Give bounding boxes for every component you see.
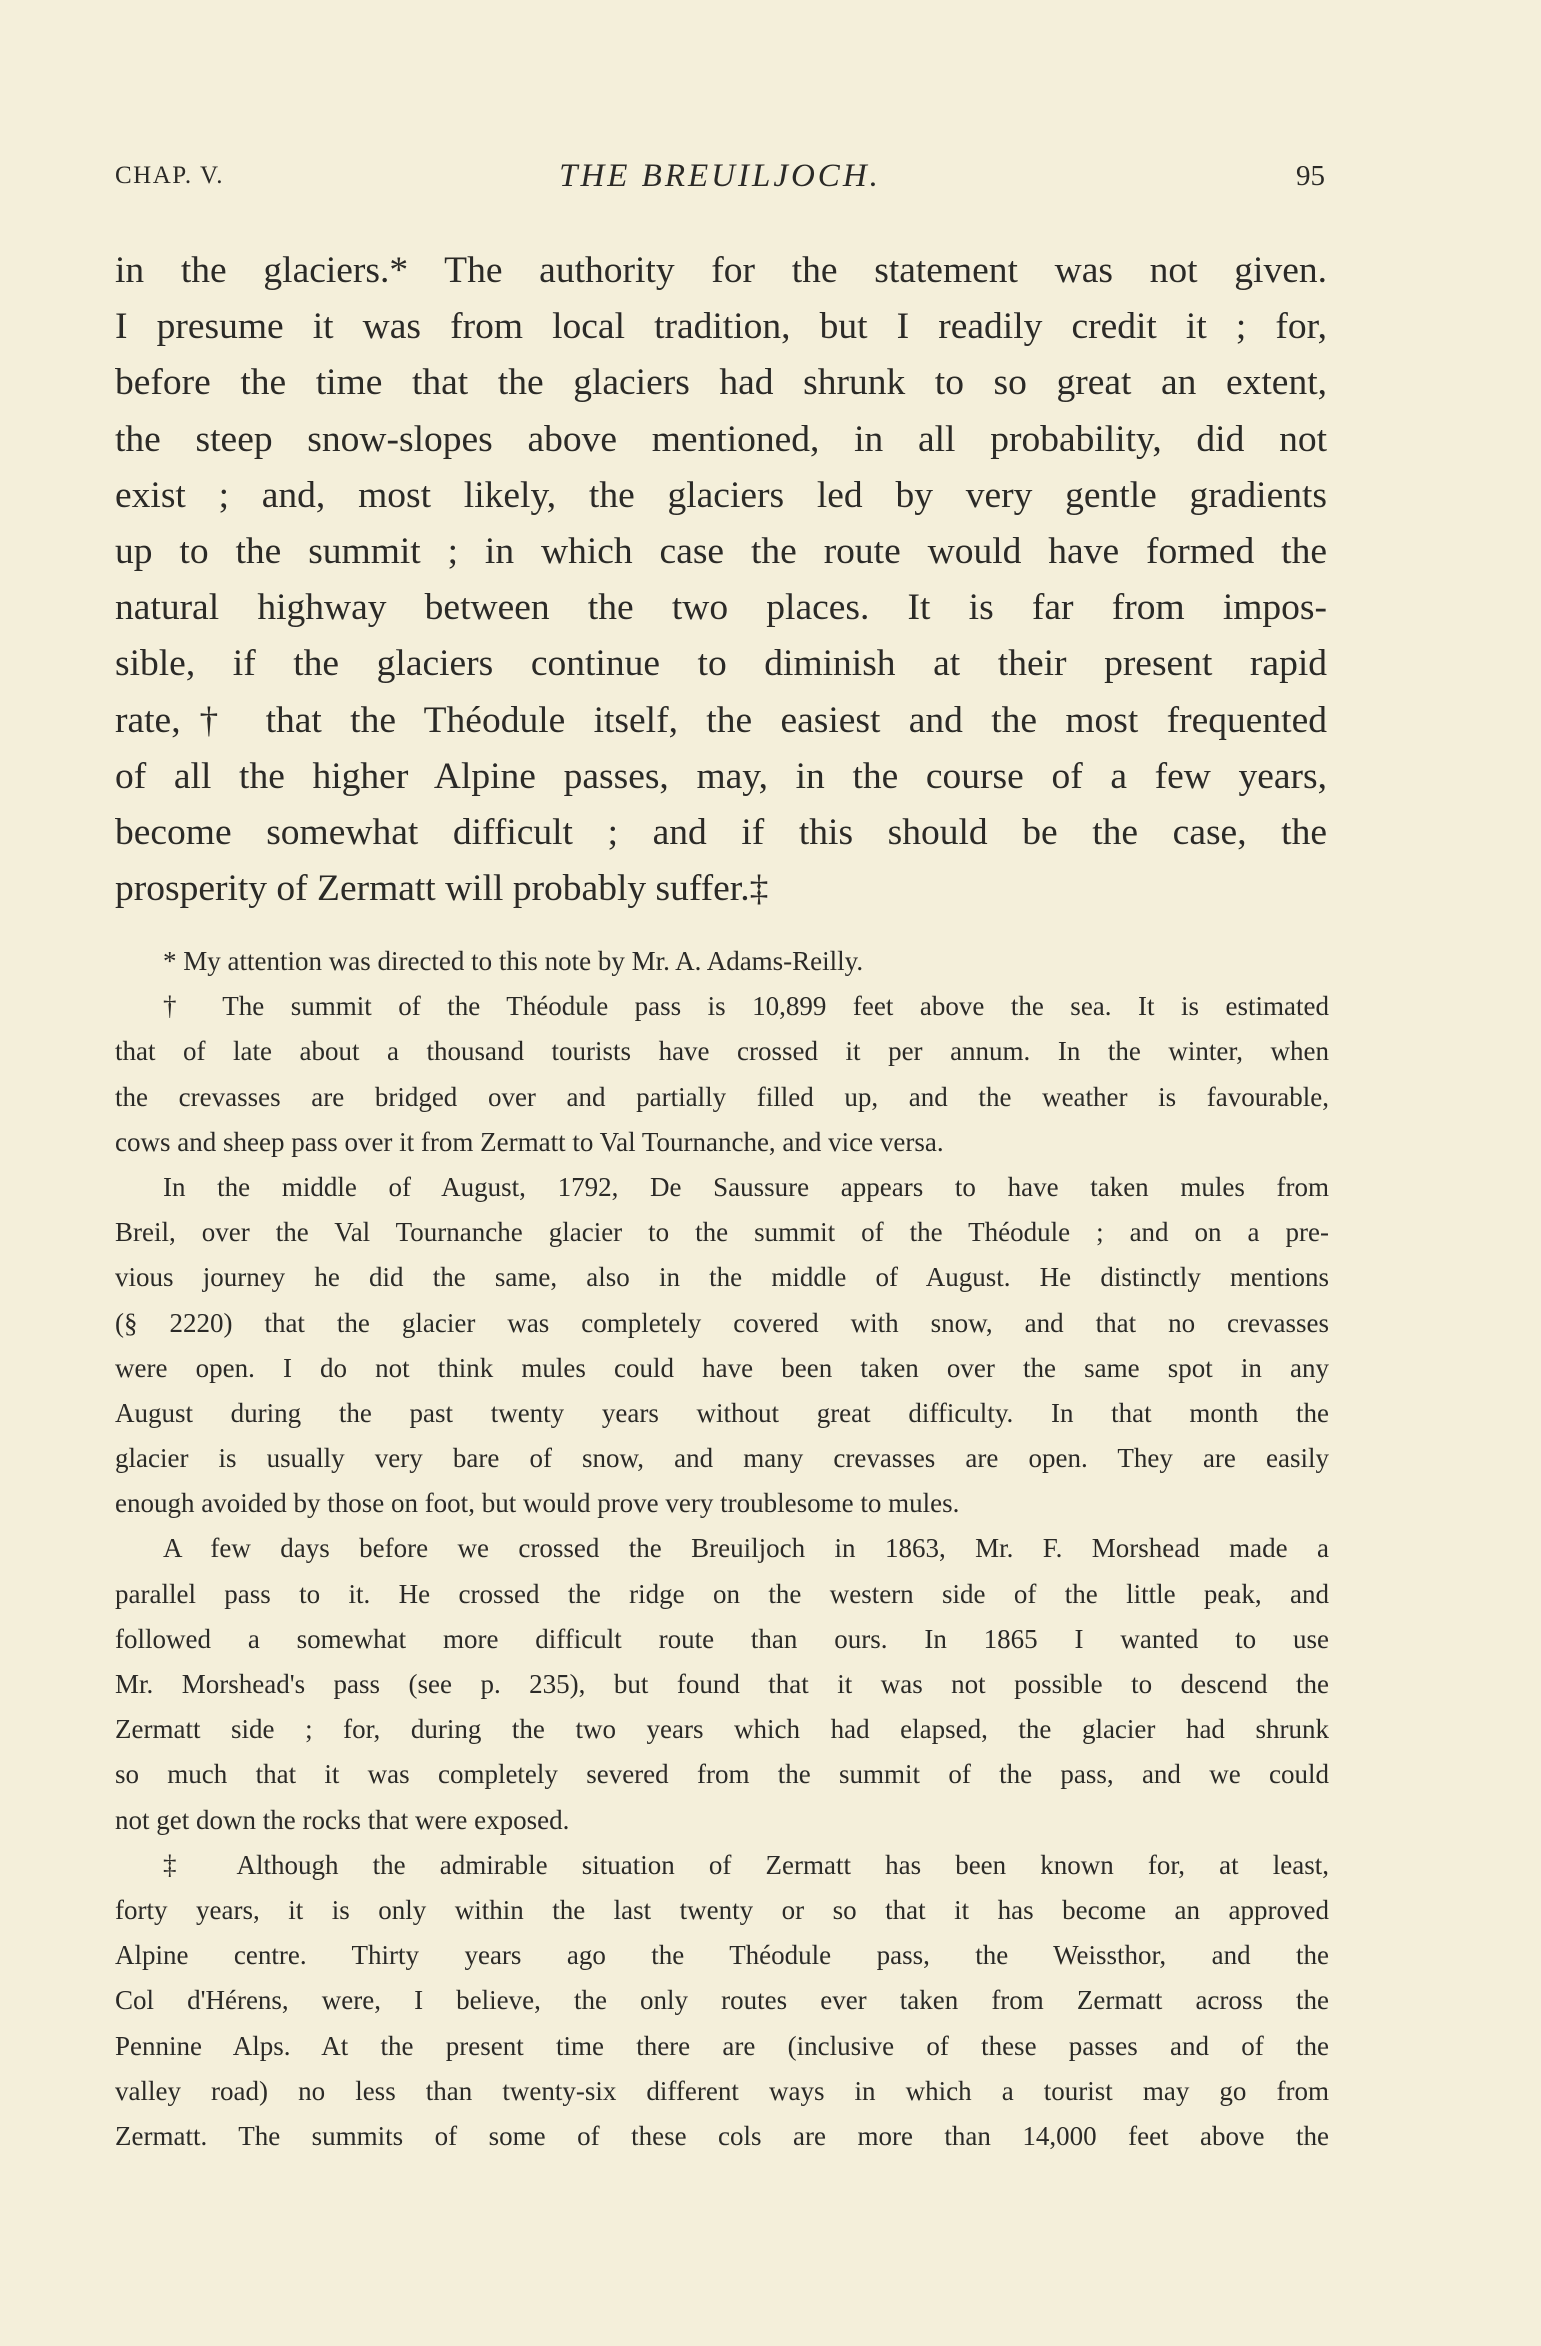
footnote-line: Zermatt side ; for, during the two years which had elapsed, the glacier had shrunk <box>115 1714 1329 1745</box>
running-header <box>115 158 1325 202</box>
footnote-line: were open. I do not think mules could have been taken over the same spot in any <box>115 1352 1329 1383</box>
running-title: THE BREUILJOCH. <box>559 158 881 194</box>
footnote-line: Alpine centre. Thirty years ago the Théodule pass, the Weissthor, and the <box>115 1940 1329 1971</box>
main-text-line: of all the higher Alpine passes, may, in the course of a few years, <box>115 755 1327 797</box>
footnote-line: the crevasses are bridged over and partially filled up, and the weather is favourable, <box>115 1081 1329 1112</box>
main-text-line: I presume it was from local tradition, but I readily credit it ; for, <box>115 306 1327 348</box>
main-text-line: exist ; and, most likely, the glaciers led by very gentle gradients <box>115 474 1327 516</box>
footnote-line: glacier is usually very bare of snow, and many crevasses are open. They are easily <box>115 1443 1329 1474</box>
footnote-line: parallel pass to it. He crossed the ridge on the western side of the little peak, and <box>115 1578 1329 1609</box>
footnote-line: followed a somewhat more difficult route than ours. In 1865 I wanted to use <box>115 1623 1329 1654</box>
footnote-line: * My attention was directed to this note by Mr. A. Adams-Reilly. <box>163 946 864 976</box>
footnote-line: Col d'Hérens, were, I believe, the only routes ever taken from Zermatt across the <box>115 1985 1329 2016</box>
chapter-label: CHAP. V. <box>115 162 225 189</box>
main-text-line: before the time that the glaciers had shrunk to so great an extent, <box>115 362 1327 404</box>
footnote-line: not get down the rocks that were exposed. <box>115 1804 570 1835</box>
footnote-line: vious journey he did the same, also in the middle of August. He distinctly mentions <box>115 1262 1329 1293</box>
main-text-line: in the glaciers.* The authority for the statement was not given. <box>115 250 1327 291</box>
footnote-line: Zermatt. The summits of some of these cols are more than 14,000 feet above the <box>115 2120 1329 2151</box>
footnote-line: Pennine Alps. At the present time there are (inclusive of these passes and of the <box>115 2030 1329 2061</box>
footnotes-block <box>115 939 1329 2159</box>
main-text-block <box>115 243 1327 917</box>
footnote-line: cows and sheep pass over it from Zermatt to Val Tournanche, and vice versa. <box>115 1126 944 1157</box>
footnote-line: valley road) no less than twenty-six different ways in which a tourist may go from <box>115 2075 1329 2106</box>
footnote-line: August during the past twenty years without great difficulty. In that month the <box>115 1397 1329 1428</box>
main-text-line: natural highway between the two places. It is far from impos- <box>115 587 1327 629</box>
main-text-line: sible, if the glaciers continue to diminish at their present rapid <box>115 643 1327 685</box>
footnote-line: ‡ Although the admirable situation of Zermatt has been known for, at least, <box>163 1849 1329 1880</box>
main-text-line: the steep snow-slopes above mentioned, in all probability, did not <box>115 418 1327 460</box>
footnote-line: forty years, it is only within the last twenty or so that it has become an approved <box>115 1894 1329 1925</box>
footnote-line: (§ 2220) that the glacier was completely covered with snow, and that no crevasses <box>115 1307 1329 1338</box>
footnote-line: Mr. Morshead's pass (see p. 235), but found that it was not possible to descend the <box>115 1669 1329 1699</box>
footnote-line: so much that it was completely severed from the summit of the pass, and we could <box>115 1759 1329 1790</box>
main-text-line: rate,† that the Théodule itself, the easiest and the most frequented <box>115 699 1327 741</box>
footnote-line: that of late about a thousand tourists have crossed it per annum. In the winter, when <box>115 1036 1329 1067</box>
footnote-line: In the middle of August, 1792, De Saussure appears to have taken mules from <box>163 1171 1329 1202</box>
main-text-line: up to the summit ; in which case the route would have formed the <box>115 530 1327 572</box>
page-number: 95 <box>1296 160 1325 192</box>
main-text-line: become somewhat difficult ; and if this should be the case, the <box>115 811 1327 853</box>
footnote-line: † The summit of the Théodule pass is 10,899 feet above the sea. It is estimated <box>163 991 1329 1022</box>
footnote-line: enough avoided by those on foot, but would prove very troublesome to mules. <box>115 1488 960 1519</box>
footnote-line: A few days before we crossed the Breuiljoch in 1863, Mr. F. Morshead made a <box>163 1533 1329 1564</box>
main-text-line: prosperity of Zermatt will probably suffer.‡ <box>115 868 769 910</box>
footnote-line: Breil, over the Val Tournanche glacier to the summit of the Théodule ; and on a pre- <box>115 1217 1329 1248</box>
